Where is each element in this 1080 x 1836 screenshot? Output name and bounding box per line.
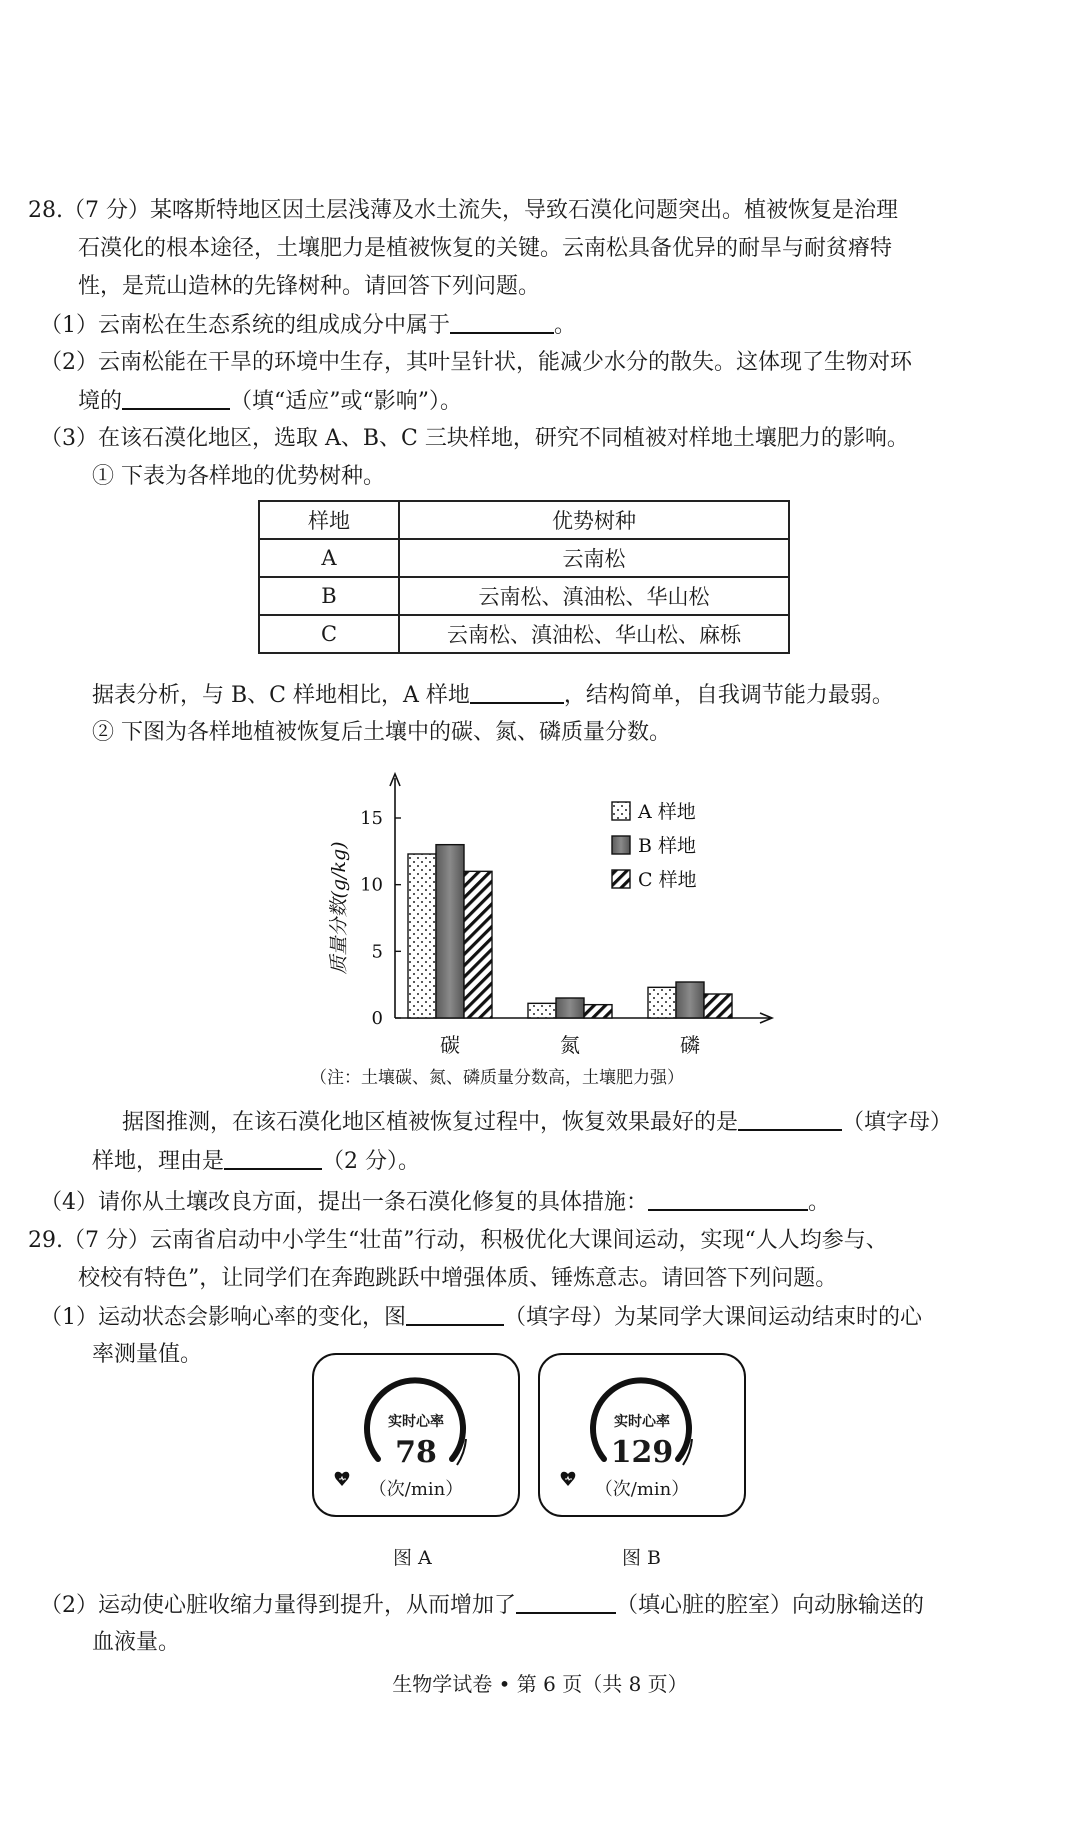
part1-end: （填字母）为某同学大课间运动结束时的心 [504, 1305, 923, 1330]
part4-text: （4）请你从土壤改良方面，提出一条石漠化修复的具体措施： [40, 1190, 648, 1215]
legend-swatch [612, 802, 630, 820]
answer-blank[interactable] [516, 1590, 616, 1614]
table-cell: A [259, 539, 399, 577]
part1-text: （1）运动状态会影响心率的变化，图 [40, 1305, 406, 1330]
dominant-species-table [258, 500, 790, 654]
part2-end: （填心脏的腔室）向动脉输送的 [616, 1593, 925, 1618]
bar-1-0 [528, 1003, 556, 1018]
bar-0-1 [436, 845, 464, 1018]
answer-blank[interactable] [450, 310, 554, 334]
watch-title: 实时心率 [388, 1414, 444, 1430]
y-tick-label: 15 [360, 808, 383, 829]
table-cell: 云南松、滇油松、华山松、麻栎 [399, 615, 789, 653]
page-footer: 生物学试卷 • 第 6 页（共 8 页） [392, 1672, 688, 1696]
q28-part1-end: 。 [554, 313, 577, 338]
analysis-text: 据表分析，与 B、C 样地相比，A 样地 [92, 683, 470, 708]
q28-inference-line2 [92, 1146, 420, 1177]
q28-part1-text: （1）云南松在生态系统的组成成分中属于 [40, 313, 450, 338]
chart-note: （注：土壤碳、氮、磷质量分数高，土壤肥力强） [310, 1068, 684, 1088]
q28-part2-line1: （2）云南松能在干旱的环境中生存，其叶呈针状，能减少水分的散失。这体现了生物对环 [40, 350, 913, 375]
part2-text: （2）运动使心脏收缩力量得到提升，从而增加了 [40, 1593, 516, 1618]
table-row [259, 577, 789, 615]
heart-rate-value: 78 [395, 1435, 437, 1470]
q28-stem-line2: 石漠化的根本途径，土壤肥力是植被恢复的关键。云南松具备优异的耐旱与耐贫瘠特 [78, 236, 893, 261]
legend-swatch [612, 870, 630, 888]
answer-blank[interactable] [224, 1146, 322, 1170]
table-cell: C [259, 615, 399, 653]
bar-1-2 [584, 1005, 612, 1018]
q29-part2-line2: 血液量。 [92, 1630, 181, 1655]
x-category-label: 氮 [560, 1033, 580, 1057]
x-category-label: 碳 [440, 1033, 460, 1057]
figure-a-label: 图 A [393, 1547, 432, 1569]
answer-blank[interactable] [648, 1187, 808, 1211]
q28-table-analysis [92, 680, 894, 711]
q28-part2-text: 境的 [78, 389, 123, 414]
y-tick-label: 10 [360, 874, 383, 896]
q28-part3-line1: （3）在该石漠化地区，选取 A、B、C 三块样地，研究不同植被对样地土壤肥力的影响。 [40, 426, 909, 451]
heart-rate-unit: （次/min） [594, 1479, 690, 1500]
q28-part1 [40, 310, 576, 341]
y-tick-label: 0 [371, 1008, 383, 1029]
answer-blank[interactable] [122, 386, 230, 410]
table-header-plot: 样地 [259, 501, 399, 539]
answer-blank[interactable] [406, 1302, 504, 1326]
q28-part3-sub1: ① 下表为各样地的优势树种。 [92, 464, 385, 489]
heart-rate-unit: （次/min） [368, 1479, 464, 1500]
table-cell: 云南松、滇油松、华山松 [399, 577, 789, 615]
legend-swatch [612, 836, 630, 854]
q29-part1-line1 [40, 1302, 922, 1333]
bar-2-0 [648, 987, 676, 1018]
analysis-end: ，结构简单，自我调节能力最弱。 [563, 683, 894, 708]
inference-end: （填字母） [842, 1110, 953, 1135]
watch-title: 实时心率 [614, 1414, 670, 1430]
q28-part3-sub2: ② 下图为各样地植被恢复后土壤中的碳、氮、磷质量分数。 [92, 720, 671, 745]
heart-rate-value: 129 [610, 1435, 674, 1470]
q28-part2-end: （填“适应”或“影响”）。 [230, 389, 463, 414]
y-tick-label: 5 [371, 941, 383, 963]
table-cell: 云南松 [399, 539, 789, 577]
table-row [259, 539, 789, 577]
y-axis-label: 质量分数(g/kg) [328, 841, 350, 975]
q28-part4 [40, 1187, 830, 1218]
watch-card-b [538, 1353, 746, 1517]
q28-inference-line1 [122, 1107, 952, 1138]
part4-end: 。 [808, 1190, 831, 1215]
legend-label: B 样地 [638, 835, 697, 857]
table-row [259, 615, 789, 653]
bar-2-2 [704, 994, 732, 1018]
watch-card-a [312, 1353, 520, 1517]
answer-blank[interactable] [470, 680, 564, 704]
q29-stem-line1: 29.（7 分）云南省启动中小学生“壮苗”行动，积极优化大课间运动，实现“人人均参与、 [28, 1228, 888, 1253]
bar-2-1 [676, 982, 704, 1018]
bar-0-2 [464, 871, 492, 1018]
figure-b-label: 图 B [622, 1547, 662, 1569]
q28-stem-line1: 28.（7 分）某喀斯特地区因土层浅薄及水土流失，导致石漠化问题突出。植被恢复是治理 [28, 198, 898, 223]
q28-stem-line3: 性，是荒山造林的先锋树种。请回答下列问题。 [78, 274, 541, 299]
answer-blank[interactable] [738, 1107, 842, 1131]
reason-end: （2 分）。 [322, 1149, 421, 1174]
reason-text: 样地，理由是 [92, 1149, 225, 1174]
q29-stem-line2: 校校有特色”，让同学们在奔跑跳跃中增强体质、锤炼意志。请回答下列问题。 [78, 1266, 838, 1291]
bar-1-1 [556, 998, 584, 1018]
legend-label: A 样地 [638, 801, 696, 823]
table-cell: B [259, 577, 399, 615]
x-category-label: 磷 [680, 1033, 700, 1057]
legend-label: C 样地 [638, 869, 697, 891]
bar-0-0 [408, 854, 436, 1018]
inference-text: 据图推测，在该石漠化地区植被恢复过程中，恢复效果最好的是 [122, 1110, 739, 1135]
q29-part2-line1 [40, 1590, 924, 1621]
table-header-species: 优势树种 [399, 501, 789, 539]
table-header-row [259, 501, 789, 539]
q29-part1-line2: 率测量值。 [92, 1342, 203, 1367]
soil-nutrient-bar-chart [0, 760, 1080, 1090]
q28-part2-line2 [78, 386, 462, 417]
